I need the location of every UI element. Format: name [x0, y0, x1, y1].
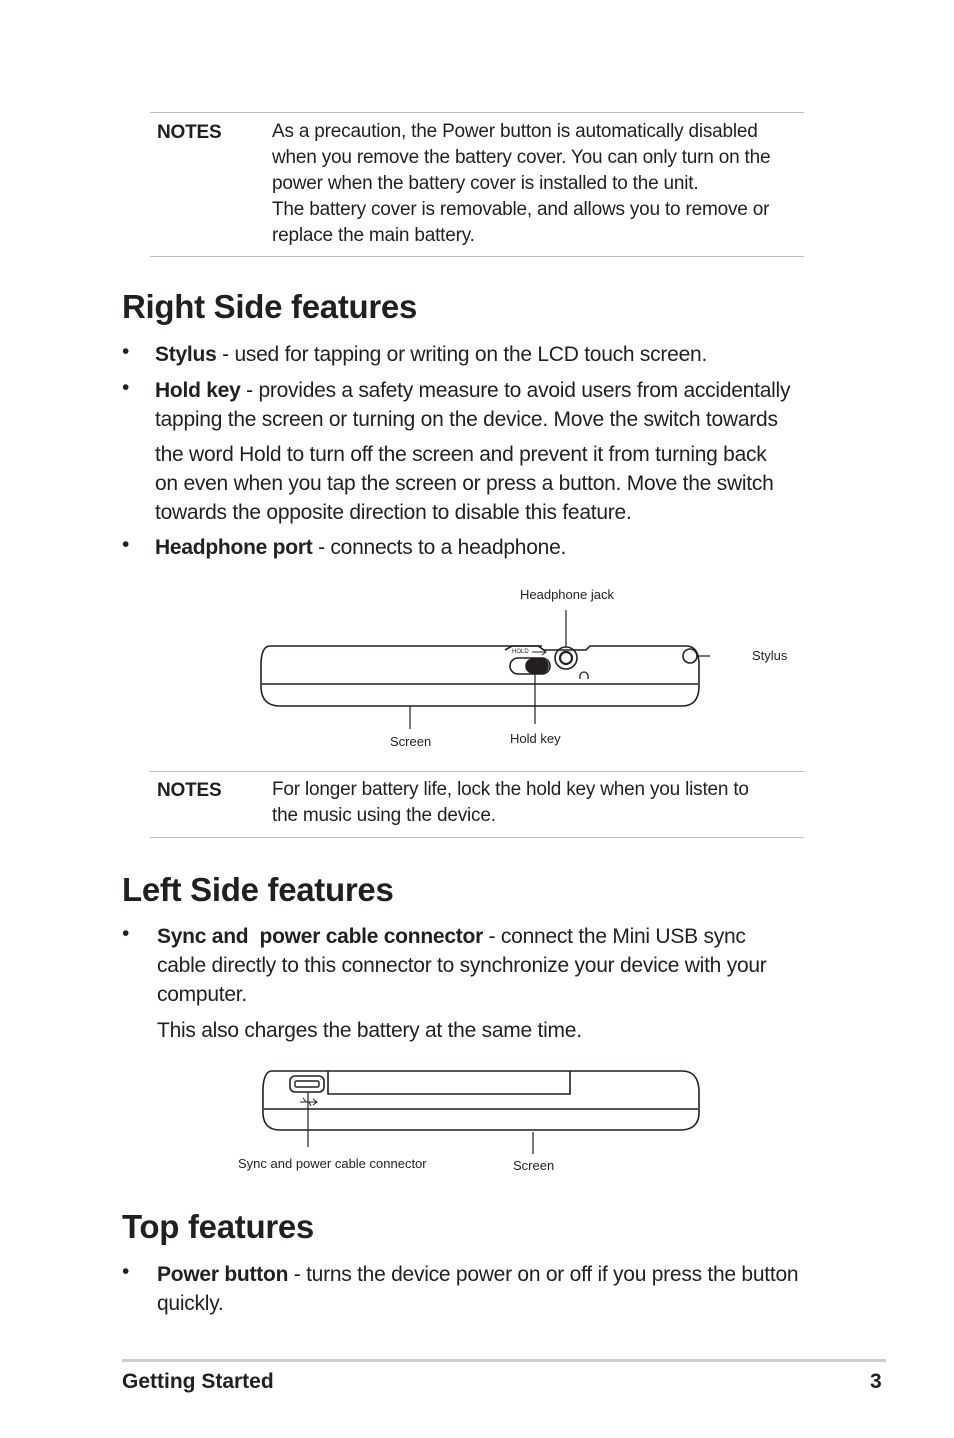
notes-text	[272, 777, 749, 829]
hold-item	[155, 376, 790, 434]
notes-line: the music using the device.	[272, 805, 496, 826]
page-number: 3	[870, 1370, 882, 1393]
section-heading-left-side: Left Side features	[122, 871, 394, 908]
stylus-end	[683, 649, 697, 663]
hold-line: tapping the screen or turning on the device. Move the switch towards	[155, 408, 778, 431]
sync-line: computer.	[157, 983, 247, 1006]
battery-cover	[328, 1071, 570, 1094]
notes-line: replace the main battery.	[272, 225, 475, 246]
notes-label: NOTES	[157, 122, 222, 143]
right-side-device-figure	[250, 600, 710, 740]
sync-extra: This also charges the battery at the same time.	[157, 1019, 582, 1042]
stylus-term: Stylus	[155, 343, 217, 366]
bullet: •	[122, 376, 130, 399]
hold-line: on even when you tap the screen or press a button. Move the switch	[155, 472, 774, 495]
headphone-desc: - connects to a headphone.	[312, 536, 567, 559]
notes-line: For longer battery life, lock the hold key when you listen to	[272, 779, 749, 800]
power-item	[157, 1260, 798, 1318]
screen-caption: Screen	[513, 1158, 555, 1173]
notes-box	[150, 112, 804, 257]
hold-item-cont	[155, 440, 774, 527]
power-line: quickly.	[157, 1292, 224, 1315]
device-body	[261, 646, 699, 706]
hold-desc: - provides a safety measure to avoid users from accidentally	[240, 379, 791, 402]
notes-box	[150, 771, 804, 838]
power-term: Power button	[157, 1263, 289, 1286]
sync-item	[157, 922, 767, 1009]
headphone-jack-caption: Headphone jack	[520, 587, 614, 602]
hold-key-caption: Hold key	[510, 731, 561, 746]
power-desc: - turns the device power on or off if you press the button	[288, 1263, 799, 1286]
bullet: •	[122, 340, 130, 363]
notes-line: As a precaution, the Power button is automatically disabled	[272, 121, 758, 142]
footer-rule	[122, 1359, 886, 1362]
bullet: •	[122, 533, 130, 556]
notes-line: power when the battery cover is installed to the unit.	[272, 173, 699, 194]
bullet: •	[122, 922, 130, 945]
hold-switch-knob	[526, 659, 548, 673]
section-heading-right-side: Right Side features	[122, 288, 418, 325]
hold-term: Hold key	[155, 379, 241, 402]
hold-line: the word Hold to turn off the screen and prevent it from turning back	[155, 443, 767, 466]
notes-text	[272, 119, 770, 249]
bullet: •	[122, 1260, 130, 1283]
screen-caption: Screen	[390, 734, 432, 749]
hold-marking: HOLD	[512, 649, 529, 655]
headphone-item	[155, 533, 566, 562]
sync-term: Sync and power cable connector	[157, 925, 484, 948]
stylus-item	[155, 340, 707, 369]
footer-section: Getting Started	[122, 1370, 274, 1393]
section-heading-top: Top features	[122, 1208, 314, 1245]
stylus-caption: Stylus	[752, 648, 788, 663]
headphone-term: Headphone port	[155, 536, 313, 559]
stylus-desc: - used for tapping or writing on the LCD touch screen.	[216, 343, 708, 366]
notes-label: NOTES	[157, 780, 222, 801]
hold-line: towards the opposite direction to disable this feature.	[155, 501, 632, 524]
sync-desc: - connect the Mini USB sync	[483, 925, 746, 948]
sync-line: cable directly to this connector to synchronize your device with your	[157, 954, 767, 977]
notes-line: when you remove the battery cover. You can only turn on the	[272, 147, 771, 168]
sync-connector-caption: Sync and power cable connector	[238, 1156, 427, 1171]
notes-line: The battery cover is removable, and allows you to remove or	[272, 199, 770, 220]
headphone-icon	[580, 672, 588, 679]
